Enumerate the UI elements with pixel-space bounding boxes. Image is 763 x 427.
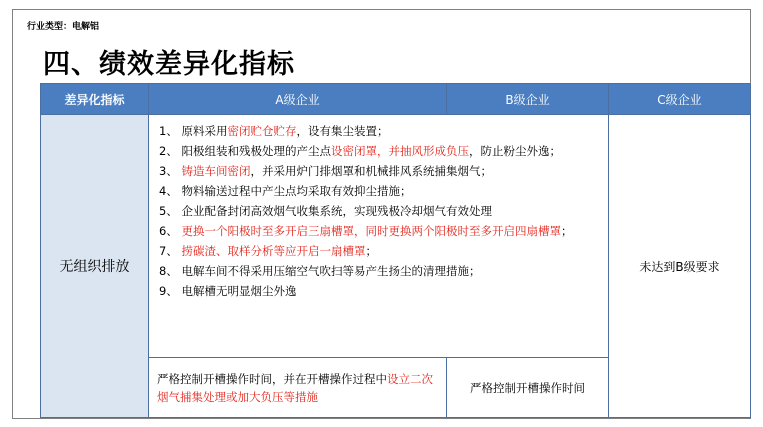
requirement-text: 9、 电解槽无明显烟尘外逸 xyxy=(159,284,297,298)
requirement-item xyxy=(159,281,602,301)
grade-a-bottom-text-2: 设立二次烟气捕集处理或加大负压等措施 xyxy=(157,371,433,404)
requirement-text: 设密闭罩，并抽风形成负压 xyxy=(330,144,469,158)
requirement-text: 5、 企业配备封闭高效烟气收集系统，实现残极冷却烟气有效处理 xyxy=(159,204,492,218)
grade-c-requirement: 未达到B级要求 xyxy=(609,115,751,418)
requirement-text: 8、 电解车间不得采用压缩空气吹扫等易产生扬尘的清理措施； xyxy=(159,264,481,278)
header-row xyxy=(41,84,751,115)
requirement-item xyxy=(159,261,602,281)
requirement-list xyxy=(159,121,602,301)
requirement-text: ； xyxy=(365,244,377,258)
header-grade-b: B级企业 xyxy=(447,84,609,115)
header-grade-c: C级企业 xyxy=(609,84,751,115)
header-grade-a: A级企业 xyxy=(149,84,447,115)
requirement-item xyxy=(159,201,602,221)
requirement-text: 1、 原料采用 xyxy=(159,124,228,138)
requirement-item xyxy=(159,181,602,201)
requirement-text: 密闭贮仓贮存 xyxy=(227,124,297,138)
grade-b-bottom: 严格控制开槽操作时间 xyxy=(447,358,609,418)
requirement-text: ； xyxy=(560,224,573,238)
requirement-item xyxy=(159,121,602,141)
main-row xyxy=(41,115,751,358)
requirement-text: 6、 xyxy=(159,224,182,238)
requirement-item xyxy=(159,141,602,161)
requirement-text: 3、 xyxy=(159,164,182,178)
requirement-item xyxy=(159,241,602,261)
requirement-text: 4、 物料输送过程中产尘点均采取有效抑尘措施； xyxy=(159,184,412,198)
grade-a-bottom xyxy=(149,358,447,418)
grade-a-requirements xyxy=(149,115,609,358)
grade-a-bottom-text-1: 严格控制开槽操作时间，并在开槽操作过程中 xyxy=(157,371,387,386)
requirement-item xyxy=(159,161,602,181)
header-indicator: 差异化指标 xyxy=(41,84,149,115)
requirement-text: 2、 阳极组装和残极处理的产尘点 xyxy=(159,144,331,158)
indicator-table xyxy=(40,83,751,418)
requirement-text: 捞碳渣、取样分析等应开启一扇槽罩 xyxy=(181,244,366,258)
requirement-text: 7、 xyxy=(159,244,182,258)
requirement-text: ，防止粉尘外逸； xyxy=(468,144,561,158)
requirement-text: 铸造车间密闭 xyxy=(181,164,251,178)
page-title: 四、绩效差异化指标 xyxy=(43,49,295,80)
industry-label: 行业类型：电解铝 xyxy=(27,22,100,32)
category-cell: 无组织排放 xyxy=(41,115,149,418)
requirement-text: ，设有集尘装置； xyxy=(296,124,389,138)
requirement-text: ，并采用炉门排烟罩和机械排风系统捕集烟气； xyxy=(250,164,492,178)
slide-frame xyxy=(12,9,751,419)
requirement-item xyxy=(159,221,602,241)
requirement-text: 更换一个阳极时至多开启三扇槽罩，同时更换两个阳极时至多开启四扇槽罩 xyxy=(181,224,561,238)
